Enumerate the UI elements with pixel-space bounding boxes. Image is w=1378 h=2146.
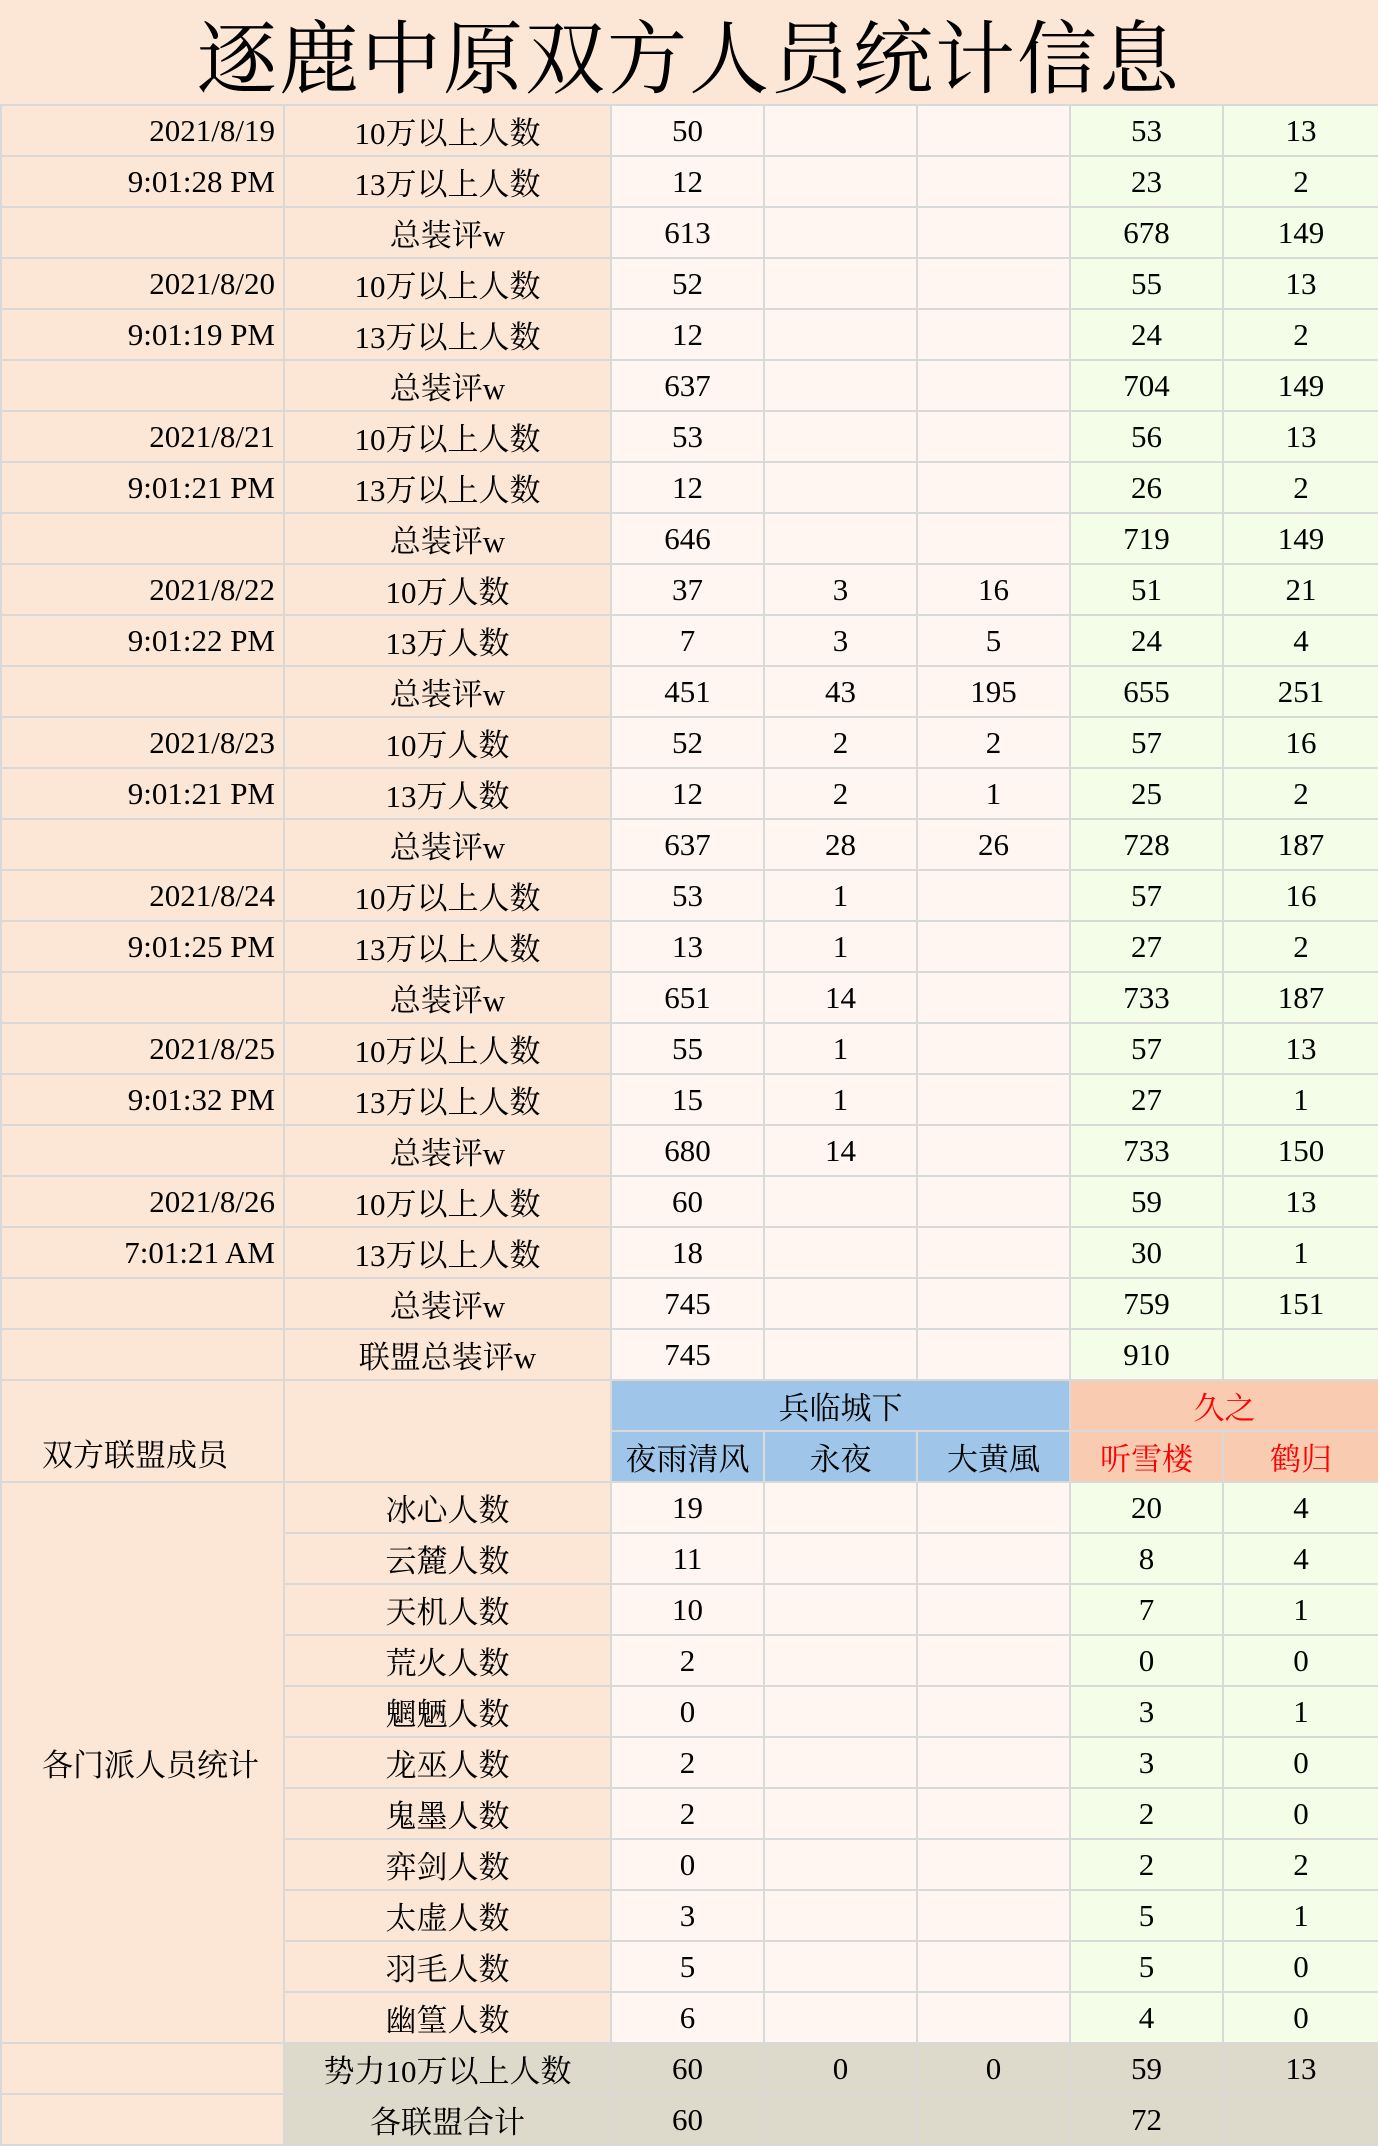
value-cell[interactable] [917, 1227, 1070, 1278]
date-cell[interactable]: 2021/8/22 [1, 564, 284, 615]
metric-label[interactable]: 总装评w [284, 666, 611, 717]
value-cell[interactable]: 60 [611, 2094, 764, 2145]
member-name[interactable]: 大黄風 [917, 1431, 1070, 1482]
value-cell[interactable]: 51 [1070, 564, 1223, 615]
value-cell[interactable]: 1 [1223, 1584, 1378, 1635]
value-cell[interactable]: 2 [1223, 768, 1378, 819]
value-cell[interactable] [917, 1023, 1070, 1074]
value-cell[interactable]: 13 [1223, 258, 1378, 309]
value-cell[interactable]: 18 [611, 1227, 764, 1278]
metric-label[interactable]: 13万人数 [284, 615, 611, 666]
time-cell[interactable]: 9:01:22 PM [1, 615, 284, 666]
value-cell[interactable]: 2 [1070, 1839, 1223, 1890]
value-cell[interactable]: 55 [1070, 258, 1223, 309]
value-cell[interactable]: 2 [611, 1788, 764, 1839]
table-row [1, 1125, 1378, 1176]
value-cell[interactable]: 678 [1070, 207, 1223, 258]
value-cell[interactable] [764, 1788, 917, 1839]
value-cell[interactable] [764, 1176, 917, 1227]
metric-label[interactable]: 10万以上人数 [284, 1023, 611, 1074]
table-row [1, 870, 1378, 921]
value-cell[interactable] [917, 105, 1070, 156]
value-cell[interactable]: 13 [611, 921, 764, 972]
metric-label[interactable]: 10万人数 [284, 717, 611, 768]
value-cell[interactable] [764, 2094, 917, 2145]
metric-label[interactable]: 总装评w [284, 972, 611, 1023]
value-cell[interactable] [1223, 1329, 1378, 1380]
value-cell[interactable]: 613 [611, 207, 764, 258]
empty-cell[interactable] [1, 972, 284, 1023]
metric-label[interactable]: 10万以上人数 [284, 1176, 611, 1227]
value-cell[interactable] [764, 1635, 917, 1686]
value-cell[interactable]: 1 [917, 768, 1070, 819]
value-cell[interactable]: 14 [764, 1125, 917, 1176]
table-row [1, 717, 1378, 768]
member-name[interactable]: 鹤归 [1223, 1431, 1378, 1482]
value-cell[interactable] [764, 1329, 917, 1380]
alliance-right-name[interactable]: 久之 [1070, 1380, 1378, 1431]
value-cell[interactable]: 12 [611, 156, 764, 207]
empty-cell[interactable] [1, 666, 284, 717]
value-cell[interactable]: 14 [764, 972, 917, 1023]
metric-label[interactable]: 总装评w [284, 360, 611, 411]
table-row [1, 207, 1378, 258]
value-cell[interactable] [917, 1635, 1070, 1686]
value-cell[interactable]: 704 [1070, 360, 1223, 411]
value-cell[interactable]: 21 [1223, 564, 1378, 615]
value-cell[interactable]: 3 [611, 1890, 764, 1941]
value-cell[interactable]: 16 [1223, 717, 1378, 768]
time-cell[interactable]: 7:01:21 AM [1, 1227, 284, 1278]
value-cell[interactable]: 8 [1070, 1533, 1223, 1584]
time-cell[interactable]: 9:01:32 PM [1, 1074, 284, 1125]
value-cell[interactable]: 10 [611, 1584, 764, 1635]
metric-label[interactable]: 13万以上人数 [284, 462, 611, 513]
metric-label[interactable]: 13万以上人数 [284, 1074, 611, 1125]
value-cell[interactable]: 4 [1223, 615, 1378, 666]
value-cell[interactable]: 0 [1223, 1635, 1378, 1686]
table-row [1, 513, 1378, 564]
value-cell[interactable]: 27 [1070, 1074, 1223, 1125]
value-cell[interactable]: 1 [764, 1023, 917, 1074]
value-cell[interactable]: 26 [917, 819, 1070, 870]
value-cell[interactable]: 13 [1223, 411, 1378, 462]
value-cell[interactable]: 5 [1070, 1941, 1223, 1992]
empty-cell[interactable] [1, 360, 284, 411]
value-cell[interactable]: 149 [1223, 513, 1378, 564]
value-cell[interactable] [764, 1227, 917, 1278]
value-cell[interactable] [764, 462, 917, 513]
metric-label[interactable]: 总装评w [284, 1125, 611, 1176]
value-cell[interactable]: 2 [611, 1635, 764, 1686]
metric-label[interactable]: 13万以上人数 [284, 921, 611, 972]
member-name[interactable]: 听雪楼 [1070, 1431, 1223, 1482]
value-cell[interactable]: 2 [764, 717, 917, 768]
value-cell[interactable] [917, 1890, 1070, 1941]
value-cell[interactable]: 52 [611, 258, 764, 309]
value-cell[interactable]: 719 [1070, 513, 1223, 564]
metric-label[interactable]: 10万人数 [284, 564, 611, 615]
value-cell[interactable]: 0 [1223, 1941, 1378, 1992]
metric-label[interactable]: 幽篁人数 [284, 1992, 611, 2043]
value-cell[interactable]: 2 [1223, 156, 1378, 207]
value-cell[interactable] [917, 462, 1070, 513]
member-name[interactable]: 永夜 [764, 1431, 917, 1482]
value-cell[interactable]: 149 [1223, 360, 1378, 411]
value-cell[interactable]: 1 [764, 1074, 917, 1125]
empty-cell[interactable] [1, 1329, 284, 1380]
value-cell[interactable]: 26 [1070, 462, 1223, 513]
value-cell[interactable]: 60 [611, 1176, 764, 1227]
value-cell[interactable]: 27 [1070, 921, 1223, 972]
value-cell[interactable]: 57 [1070, 870, 1223, 921]
value-cell[interactable]: 745 [611, 1278, 764, 1329]
value-cell[interactable]: 910 [1070, 1329, 1223, 1380]
date-cell[interactable]: 2021/8/20 [1, 258, 284, 309]
metric-label[interactable]: 龙巫人数 [284, 1737, 611, 1788]
value-cell[interactable]: 1 [1223, 1074, 1378, 1125]
value-cell[interactable]: 43 [764, 666, 917, 717]
value-cell[interactable]: 13 [1223, 1176, 1378, 1227]
value-cell[interactable]: 745 [611, 1329, 764, 1380]
value-cell[interactable]: 2 [1070, 1788, 1223, 1839]
metric-label[interactable]: 总装评w [284, 819, 611, 870]
metric-label[interactable]: 10万以上人数 [284, 105, 611, 156]
value-cell[interactable] [917, 1686, 1070, 1737]
value-cell[interactable]: 55 [611, 1023, 764, 1074]
value-cell[interactable] [917, 1329, 1070, 1380]
value-cell[interactable]: 56 [1070, 411, 1223, 462]
value-cell[interactable]: 0 [764, 2043, 917, 2094]
value-cell[interactable] [917, 258, 1070, 309]
value-cell[interactable]: 57 [1070, 717, 1223, 768]
value-cell[interactable]: 23 [1070, 156, 1223, 207]
total-row [1, 2043, 1378, 2094]
value-cell[interactable]: 2 [1223, 921, 1378, 972]
value-cell[interactable] [917, 1278, 1070, 1329]
value-cell[interactable]: 651 [611, 972, 764, 1023]
metric-label[interactable]: 10万以上人数 [284, 258, 611, 309]
metric-label[interactable]: 鬼墨人数 [284, 1788, 611, 1839]
alliance-left-name[interactable]: 兵临城下 [611, 1380, 1070, 1431]
value-cell[interactable]: 1 [764, 870, 917, 921]
value-cell[interactable]: 57 [1070, 1023, 1223, 1074]
value-cell[interactable] [764, 513, 917, 564]
value-cell[interactable] [764, 1839, 917, 1890]
value-cell[interactable]: 2 [1223, 309, 1378, 360]
value-cell[interactable]: 3 [1070, 1686, 1223, 1737]
table-row [1, 564, 1378, 615]
total-row [1, 2094, 1378, 2145]
value-cell[interactable]: 187 [1223, 972, 1378, 1023]
value-cell[interactable]: 0 [1070, 1635, 1223, 1686]
empty-cell[interactable] [1, 513, 284, 564]
value-cell[interactable]: 53 [1070, 105, 1223, 156]
value-cell[interactable] [764, 1584, 917, 1635]
value-cell[interactable] [764, 1482, 917, 1533]
value-cell[interactable]: 637 [611, 819, 764, 870]
value-cell[interactable]: 2 [764, 768, 917, 819]
value-cell[interactable] [764, 207, 917, 258]
value-cell[interactable] [764, 1737, 917, 1788]
value-cell[interactable]: 7 [611, 615, 764, 666]
value-cell[interactable]: 16 [917, 564, 1070, 615]
value-cell[interactable]: 0 [917, 2043, 1070, 2094]
value-cell[interactable]: 5 [611, 1941, 764, 1992]
metric-label[interactable]: 弈剑人数 [284, 1839, 611, 1890]
value-cell[interactable]: 646 [611, 513, 764, 564]
value-cell[interactable]: 12 [611, 768, 764, 819]
empty-cell[interactable] [1, 2094, 284, 2145]
value-cell[interactable] [917, 1533, 1070, 1584]
table-row [1, 819, 1378, 870]
value-cell[interactable] [764, 1533, 917, 1584]
table-row [1, 1482, 1378, 1533]
value-cell[interactable] [917, 1788, 1070, 1839]
value-cell[interactable]: 187 [1223, 819, 1378, 870]
value-cell[interactable] [917, 1992, 1070, 2043]
table-row [1, 972, 1378, 1023]
value-cell[interactable]: 733 [1070, 972, 1223, 1023]
value-cell[interactable]: 0 [1223, 1737, 1378, 1788]
table-row [1, 1176, 1378, 1227]
value-cell[interactable]: 59 [1070, 1176, 1223, 1227]
value-cell[interactable]: 3 [764, 615, 917, 666]
empty-cell[interactable] [1, 1125, 284, 1176]
value-cell[interactable] [917, 156, 1070, 207]
value-cell[interactable] [917, 1074, 1070, 1125]
empty-cell[interactable] [1, 819, 284, 870]
value-cell[interactable]: 28 [764, 819, 917, 870]
value-cell[interactable]: 53 [611, 411, 764, 462]
value-cell[interactable]: 149 [1223, 207, 1378, 258]
table-row [1, 258, 1378, 309]
value-cell[interactable]: 2 [1223, 462, 1378, 513]
value-cell[interactable] [917, 411, 1070, 462]
value-cell[interactable]: 759 [1070, 1278, 1223, 1329]
value-cell[interactable] [917, 513, 1070, 564]
value-cell[interactable] [917, 1125, 1070, 1176]
table-row [1, 360, 1378, 411]
value-cell[interactable]: 30 [1070, 1227, 1223, 1278]
empty-cell[interactable] [1, 207, 284, 258]
value-cell[interactable] [917, 2094, 1070, 2145]
value-cell[interactable] [764, 360, 917, 411]
empty-cell[interactable] [284, 1380, 611, 1482]
date-cell[interactable]: 2021/8/26 [1, 1176, 284, 1227]
metric-label[interactable]: 云麓人数 [284, 1533, 611, 1584]
value-cell[interactable]: 5 [1070, 1890, 1223, 1941]
value-cell[interactable] [764, 1686, 917, 1737]
value-cell[interactable]: 11 [611, 1533, 764, 1584]
value-cell[interactable] [764, 156, 917, 207]
date-cell[interactable]: 2021/8/21 [1, 411, 284, 462]
metric-label[interactable]: 13万人数 [284, 768, 611, 819]
date-cell[interactable]: 2021/8/25 [1, 1023, 284, 1074]
value-cell[interactable]: 13 [1223, 2043, 1378, 2094]
sects-label[interactable]: 各门派人员统计 [1, 1482, 284, 2043]
value-cell[interactable]: 12 [611, 462, 764, 513]
time-cell[interactable]: 9:01:28 PM [1, 156, 284, 207]
value-cell[interactable]: 728 [1070, 819, 1223, 870]
value-cell[interactable]: 72 [1070, 2094, 1223, 2145]
sheet-title: 逐鹿中原双方人员统计信息 [0, 0, 1378, 106]
table-row [1, 156, 1378, 207]
value-cell[interactable] [917, 1941, 1070, 1992]
metric-label[interactable]: 13万以上人数 [284, 156, 611, 207]
value-cell[interactable] [917, 1737, 1070, 1788]
value-cell[interactable]: 150 [1223, 1125, 1378, 1176]
value-cell[interactable]: 2 [917, 717, 1070, 768]
value-cell[interactable]: 733 [1070, 1125, 1223, 1176]
value-cell[interactable]: 2 [1223, 1839, 1378, 1890]
value-cell[interactable] [917, 1839, 1070, 1890]
metric-label[interactable]: 总装评w [284, 207, 611, 258]
value-cell[interactable]: 1 [1223, 1890, 1378, 1941]
value-cell[interactable] [764, 1941, 917, 1992]
value-cell[interactable] [917, 1482, 1070, 1533]
table-row [1, 1278, 1378, 1329]
value-cell[interactable]: 12 [611, 309, 764, 360]
value-cell[interactable] [764, 258, 917, 309]
member-name[interactable]: 夜雨清风 [611, 1431, 764, 1482]
metric-label[interactable]: 冰心人数 [284, 1482, 611, 1533]
value-cell[interactable]: 20 [1070, 1482, 1223, 1533]
metric-label[interactable]: 联盟总装评w [284, 1329, 611, 1380]
value-cell[interactable]: 655 [1070, 666, 1223, 717]
stats-table [0, 104, 1378, 2146]
value-cell[interactable]: 4 [1223, 1482, 1378, 1533]
value-cell[interactable]: 25 [1070, 768, 1223, 819]
value-cell[interactable]: 195 [917, 666, 1070, 717]
empty-cell[interactable] [1, 1278, 284, 1329]
table-row [1, 615, 1378, 666]
value-cell[interactable] [917, 1584, 1070, 1635]
value-cell[interactable] [764, 1278, 917, 1329]
value-cell[interactable] [764, 1890, 917, 1941]
value-cell[interactable]: 0 [611, 1839, 764, 1890]
time-cell[interactable]: 9:01:21 PM [1, 768, 284, 819]
value-cell[interactable]: 0 [1223, 1992, 1378, 2043]
value-cell[interactable]: 5 [917, 615, 1070, 666]
value-cell[interactable]: 680 [611, 1125, 764, 1176]
time-cell[interactable]: 9:01:19 PM [1, 309, 284, 360]
empty-cell[interactable] [1, 2043, 284, 2094]
metric-label[interactable]: 总装评w [284, 1278, 611, 1329]
metric-label[interactable]: 各联盟合计 [284, 2094, 611, 2145]
metric-label[interactable]: 太虚人数 [284, 1890, 611, 1941]
value-cell[interactable]: 24 [1070, 615, 1223, 666]
metric-label[interactable]: 总装评w [284, 513, 611, 564]
value-cell[interactable] [764, 1992, 917, 2043]
value-cell[interactable]: 0 [611, 1686, 764, 1737]
table-row [1, 1074, 1378, 1125]
value-cell[interactable]: 4 [1070, 1992, 1223, 2043]
alliance-header-row [1, 1380, 1378, 1431]
value-cell[interactable]: 251 [1223, 666, 1378, 717]
value-cell[interactable] [917, 1176, 1070, 1227]
value-cell[interactable]: 1 [1223, 1686, 1378, 1737]
value-cell[interactable]: 451 [611, 666, 764, 717]
table-row [1, 411, 1378, 462]
metric-label[interactable]: 13万以上人数 [284, 1227, 611, 1278]
value-cell[interactable]: 7 [1070, 1584, 1223, 1635]
date-cell[interactable]: 2021/8/23 [1, 717, 284, 768]
value-cell[interactable]: 3 [764, 564, 917, 615]
date-cell[interactable]: 2021/8/19 [1, 105, 284, 156]
value-cell[interactable] [1223, 2094, 1378, 2145]
value-cell[interactable] [917, 309, 1070, 360]
date-cell[interactable]: 2021/8/24 [1, 870, 284, 921]
value-cell[interactable]: 0 [1223, 1788, 1378, 1839]
value-cell[interactable]: 3 [1070, 1737, 1223, 1788]
value-cell[interactable]: 59 [1070, 2043, 1223, 2094]
value-cell[interactable]: 16 [1223, 870, 1378, 921]
value-cell[interactable]: 37 [611, 564, 764, 615]
value-cell[interactable]: 19 [611, 1482, 764, 1533]
value-cell[interactable]: 1 [1223, 1227, 1378, 1278]
time-cell[interactable]: 9:01:21 PM [1, 462, 284, 513]
table-row [1, 1329, 1378, 1380]
value-cell[interactable] [764, 309, 917, 360]
value-cell[interactable]: 53 [611, 870, 764, 921]
value-cell[interactable]: 151 [1223, 1278, 1378, 1329]
value-cell[interactable]: 52 [611, 717, 764, 768]
metric-label[interactable]: 魍魉人数 [284, 1686, 611, 1737]
metric-label[interactable]: 羽毛人数 [284, 1941, 611, 1992]
value-cell[interactable]: 13 [1223, 1023, 1378, 1074]
value-cell[interactable] [764, 411, 917, 462]
table-row [1, 462, 1378, 513]
metric-label[interactable]: 10万以上人数 [284, 411, 611, 462]
metric-label[interactable]: 10万以上人数 [284, 870, 611, 921]
table-row [1, 921, 1378, 972]
value-cell[interactable] [917, 921, 1070, 972]
table-row [1, 1227, 1378, 1278]
metric-label[interactable]: 天机人数 [284, 1584, 611, 1635]
value-cell[interactable]: 4 [1223, 1533, 1378, 1584]
table-row [1, 768, 1378, 819]
value-cell[interactable]: 60 [611, 2043, 764, 2094]
value-cell[interactable]: 50 [611, 105, 764, 156]
value-cell[interactable]: 24 [1070, 309, 1223, 360]
value-cell[interactable]: 2 [611, 1737, 764, 1788]
table-row [1, 1023, 1378, 1074]
table-row [1, 309, 1378, 360]
table-row [1, 666, 1378, 717]
value-cell[interactable]: 637 [611, 360, 764, 411]
value-cell[interactable]: 13 [1223, 105, 1378, 156]
value-cell[interactable]: 6 [611, 1992, 764, 2043]
value-cell[interactable] [917, 972, 1070, 1023]
table-row [1, 105, 1378, 156]
value-cell[interactable]: 15 [611, 1074, 764, 1125]
value-cell[interactable] [764, 105, 917, 156]
value-cell[interactable] [917, 360, 1070, 411]
value-cell[interactable]: 1 [764, 921, 917, 972]
time-cell[interactable]: 9:01:25 PM [1, 921, 284, 972]
metric-label[interactable]: 荒火人数 [284, 1635, 611, 1686]
value-cell[interactable] [917, 870, 1070, 921]
metric-label[interactable]: 势力10万以上人数 [284, 2043, 611, 2094]
alliances-label[interactable]: 双方联盟成员 [1, 1380, 284, 1482]
metric-label[interactable]: 13万以上人数 [284, 309, 611, 360]
value-cell[interactable] [917, 207, 1070, 258]
